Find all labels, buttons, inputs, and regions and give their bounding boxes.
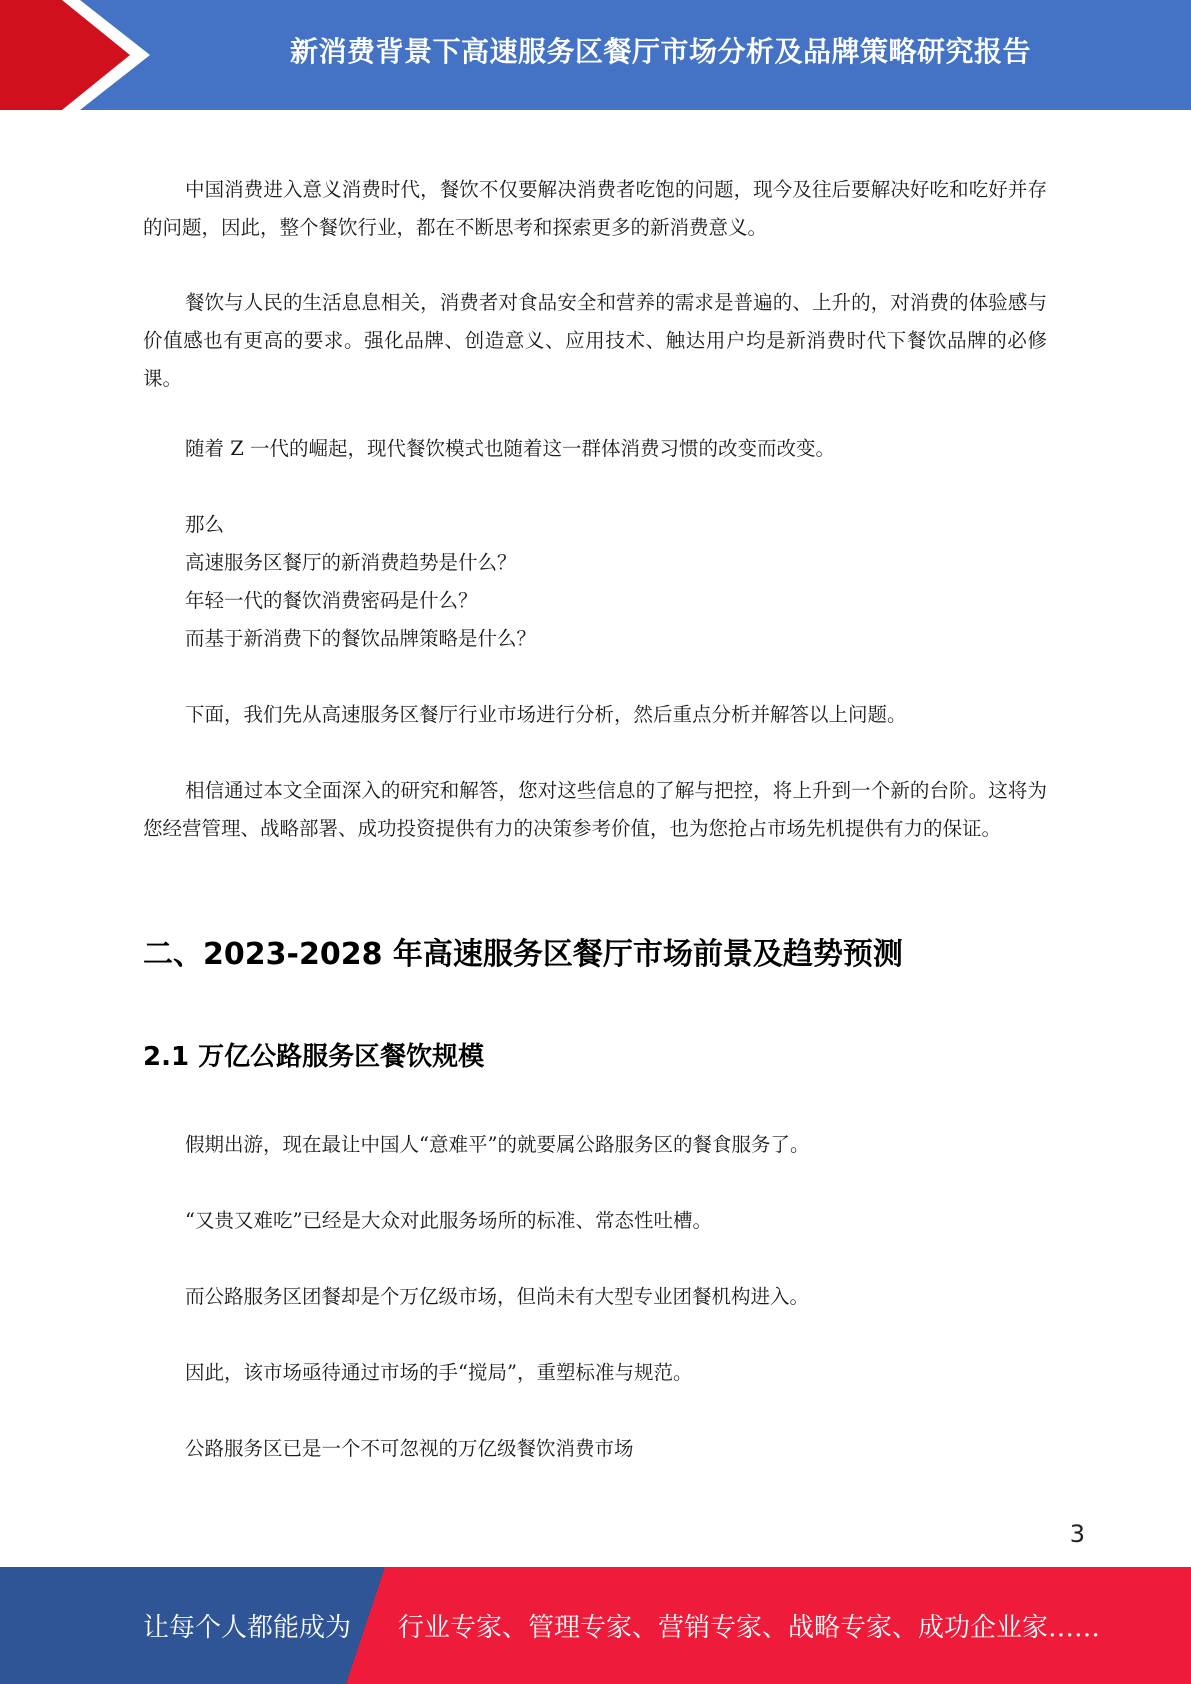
paragraph: 相信通过本文全面深入的研究和解答，您对这些信息的了解与把控，将上升到一个新的台阶。这将为您经营管理、战略部署、成功投资提供有力的决策参考价值，也为您抢占市场先机提供有力的保证。 — [143, 779, 1047, 840]
paragraph: 下面，我们先从高速服务区餐厅行业市场进行分析，然后重点分析并解答以上问题。 — [185, 703, 907, 726]
page-number: 3 — [1069, 1520, 1085, 1548]
paragraph: 公路服务区已是一个不可忽视的万亿级餐饮消费市场 — [185, 1437, 634, 1460]
paragraph: 而公路服务区团餐却是个万亿级市场，但尚未有大型专业团餐机构进入。 — [185, 1285, 810, 1308]
footer-slogan-right: 行业专家、管理专家、营销专家、战略专家、成功企业家…… — [398, 1613, 1101, 1643]
paragraph: 随着 Z 一代的崛起，现代餐饮模式也随着这一群体消费习惯的改变而改变。 — [185, 437, 835, 460]
paragraph: 餐饮与人民的生活息息相关，消费者对食品安全和营养的需求是普遍的、上升的，对消费的体验感与价值感也有更高的要求。强化品牌、创造意义、应用技术、触达用户均是新消费时代下餐饮品牌的必修课。 — [143, 291, 1047, 390]
footer-slogan-left: 让每个人都能成为 — [143, 1613, 352, 1643]
paragraph: 中国消费进入意义消费时代，餐饮不仅要解决消费者吃饱的问题，现今及往后要解决好吃和吃好并存的问题，因此，整个餐饮行业，都在不断思考和探索更多的新消费意义。 — [143, 178, 1047, 239]
question-item: 而基于新消费下的餐饮品牌策略是什么？ — [185, 627, 537, 650]
section-heading: 二、2023-2028 年高速服务区餐厅市场前景及趋势预测 — [143, 937, 903, 972]
question-item: 高速服务区餐厅的新消费趋势是什么？ — [185, 551, 517, 574]
header-arrow-decoration — [0, 0, 160, 110]
paragraph: “又贵又难吃”已经是大众对此服务场所的标准、常态性吐槽。 — [185, 1209, 712, 1232]
page-header — [0, 0, 1191, 110]
question-item: 年轻一代的餐饮消费密码是什么？ — [185, 589, 478, 612]
page-footer — [0, 1567, 1191, 1684]
paragraph: 假期出游，现在最让中国人“意难平”的就要属公路服务区的餐食服务了。 — [185, 1133, 810, 1156]
subsection-heading: 2.1 万亿公路服务区餐饮规模 — [143, 1042, 485, 1072]
report-title: 新消费背景下高速服务区餐厅市场分析及品牌策略研究报告 — [289, 35, 1031, 68]
paragraph: 那么 — [185, 513, 225, 536]
paragraph: 因此，该市场亟待通过市场的手“搅局”，重塑标准与规范。 — [185, 1361, 693, 1384]
